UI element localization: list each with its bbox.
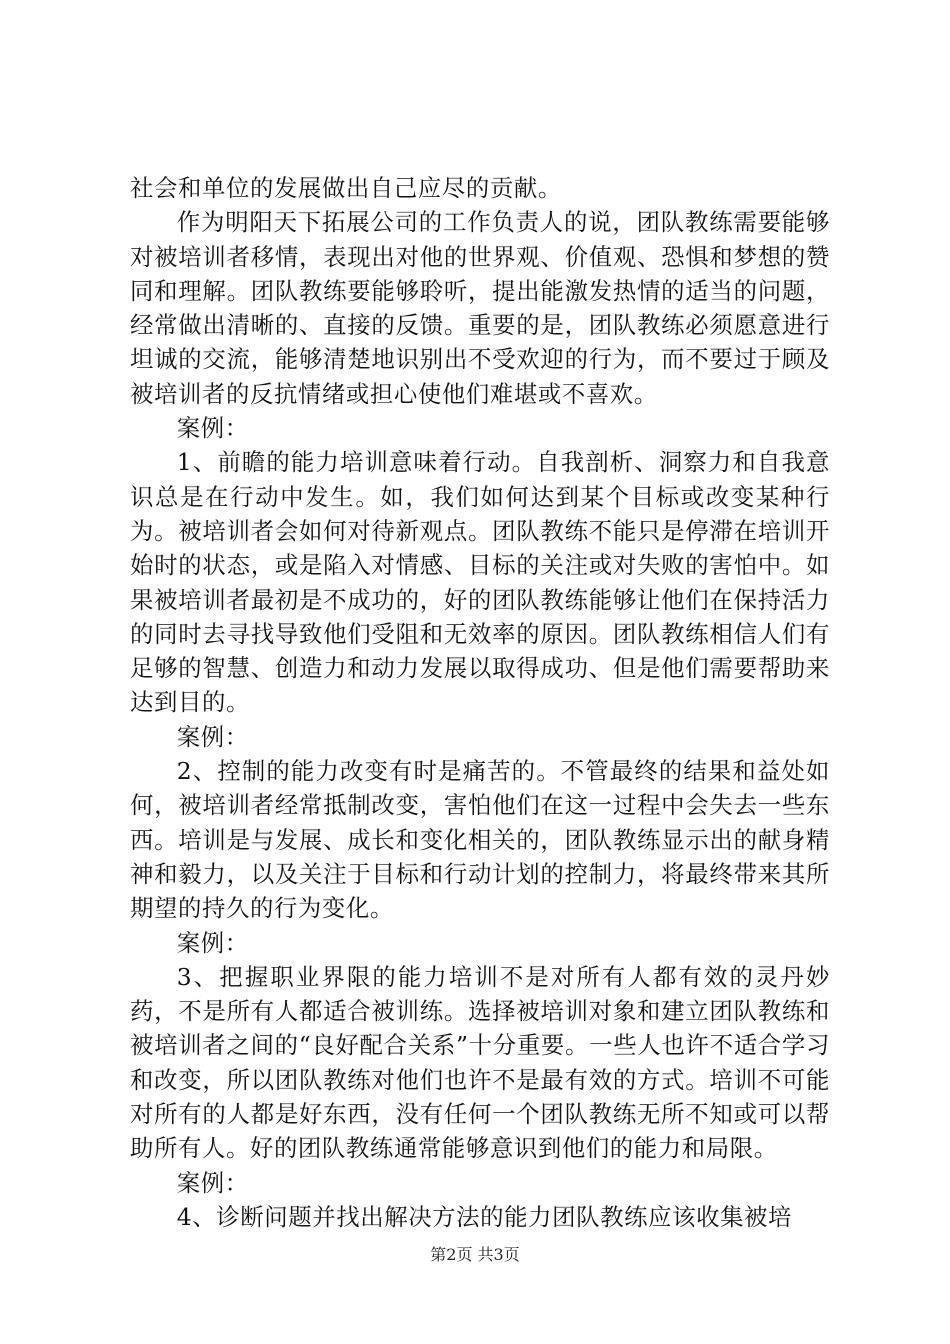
page-number-footer: 第2页 共3页 bbox=[430, 1245, 520, 1264]
case-label: 案例： bbox=[176, 1168, 249, 1197]
case-label: 案例： bbox=[176, 722, 249, 751]
paragraph-intro: 作为明阳天下拓展公司的工作负责人的说，团队教练需要能够对被培训者移情，表现出对他的世界观、价值观、恐惧和梦想的赞同和理解。团队教练要能够聆听，提出能激发热情的适当的问题，经常做出清晰的、直接的反馈。重要的是，团队教练必须愿意进行坦诚的交流，能够清楚地识别出不受欢迎的行为，而不要过于顾及被培训者的反抗情绪或担心使他们难堪或不喜欢。 bbox=[130, 208, 830, 408]
paragraph-point-3: 3、把握职业界限的能力培训不是对所有人都有效的灵丹妙药，不是所有人都适合被训练。选择被培训对象和建立团队教练和被培训者之间的“良好配合关系”十分重要。一些人也许不适合学习和改变，所以团队教练对他们也许不是最有效的方式。培训不可能对所有的人都是好东西，没有任何一个团队教练无所不知或可以帮助所有人。好的团队教练通常能够意识到他们的能力和局限。 bbox=[130, 962, 830, 1163]
paragraph-point-4: 4、诊断问题并找出解决方法的能力团队教练应该收集被培 bbox=[176, 1202, 793, 1231]
case-label: 案例： bbox=[176, 414, 249, 443]
document-body bbox=[130, 171, 830, 1234]
case-label: 案例： bbox=[176, 928, 249, 957]
paragraph-point-1: 1、前瞻的能力培训意味着行动。自我剖析、洞察力和自我意识总是在行动中发生。如，我们如何达到某个目标或改变某种行为。被培训者会如何对待新观点。团队教练不能只是停滞在培训开始时的状态，或是陷入对情感、目标的关注或对失败的害怕中。如果被培训者最初是不成功的，好的团队教练能够让他们在保持活力的同时去寻找导致他们受阻和无效率的原因。团队教练相信人们有足够的智慧、创造力和动力发展以取得成功、但是他们需要帮助来达到目的。 bbox=[130, 448, 830, 717]
paragraph-continuation: 社会和单位的发展做出自己应尽的贡献。 bbox=[130, 174, 562, 202]
paragraph-point-2: 2、控制的能力改变有时是痛苦的。不管最终的结果和益处如何，被培训者经常抵制改变，害怕他们在这一过程中会失去一些东西。培训是与发展、成长和变化相关的，团队教练显示出的献身精神和毅力，以及关注于目标和行动计划的控制力，将最终带来其所期望的持久的行为变化。 bbox=[130, 757, 830, 923]
